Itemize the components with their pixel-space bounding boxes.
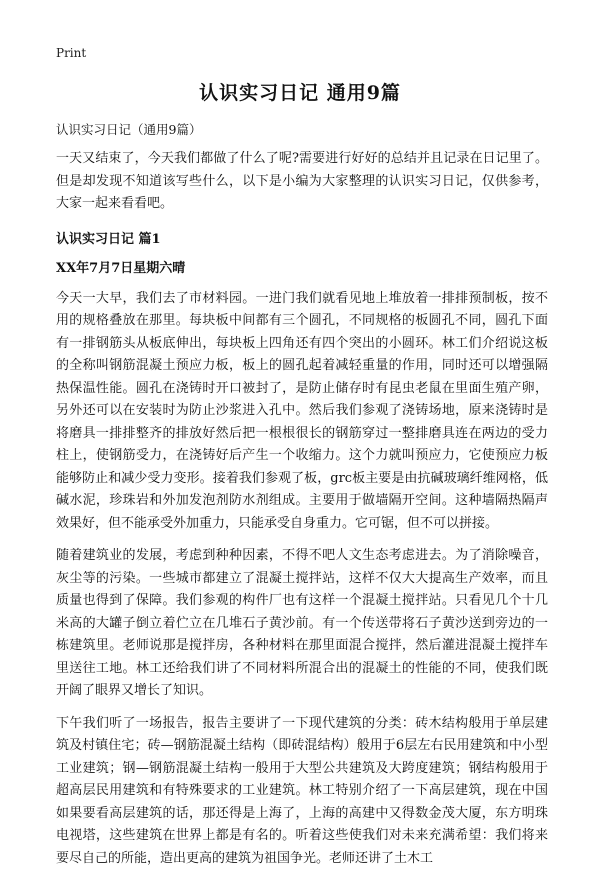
print-link[interactable]: Print xyxy=(56,46,87,60)
section-heading: 认识实习日记 篇1 xyxy=(56,231,161,247)
document-body xyxy=(56,120,548,880)
document-subtitle: 认识实习日记（通用9篇） xyxy=(56,122,202,137)
page-title: 认识实习日记 通用9篇 xyxy=(199,82,401,104)
intro-paragraph: 一天又结束了，今天我们都做了什么了呢?需要进行好好的总结并且记录在日记里了。但是却发现不知道该写些什么，以下是小编为大家整理的认识实习日记，仅供参考，大家一起来看看吧。 xyxy=(56,151,548,211)
body-paragraph: 随着建筑业的发展，考虑到种种因素，不得不吧人文生态考虑进去。为了消除噪音，灰尘等的污染。一些城市都建立了混凝土搅拌站，这样不仅大大提高生产效率，而且质量也得到了保障。我们参观的构件厂也有这样一个混凝土搅拌站。只看见几个十几米高的大罐子倒立着伫立在几堆石子黄沙前。有一个传送带将石子黄沙送到旁边的一栋建筑里。老师说那是搅拌房，各种材料在那里面混合搅拌，然后灌进混凝土搅拌车里送往工地。林工还给我们讲了不同材料所混合出的混凝土的性能的不同，使我们既开阔了眼界又增长了知识。 xyxy=(56,548,548,698)
diary-date: XX年7月7日星期六晴 xyxy=(56,260,186,276)
body-paragraph: 下午我们听了一场报告，报告主要讲了一下现代建筑的分类：砖木结构般用于单层建筑及村镇住宅；砖—钢筋混凝土结构（即砖混结构）般用于6层左右民用建筑和中小型工业建筑；钢—钢筋混凝土结构一般用于大型公共建筑及大跨度建筑；钢结构般用于超高层民用建筑和有特殊要求的工业建筑。林工特别介绍了一下高层建筑，现在中国如果要看高层建筑的话，那还得是上海了，上海的高建中又得数金茂大厦，东方明珠电视塔，这些建筑在世界上都是有名的。听着这些使我们对未来充满希望：我们将来要尽自己的所能，造出更高的建筑为祖国争光。老师还讲了土木工 xyxy=(56,715,548,866)
body-paragraph: 今天一大早，我们去了市材料园。一进门我们就看见地上堆放着一排排预制板，按不用的规格叠放在那里。每块板中间都有三个圆孔，不同规格的板圆孔不同，圆孔下面有一排钢筋头从板底伸出，每块板上四角还有四个突出的小圆环。林工们介绍说这板的全称叫钢筋混凝土预应力板，板上的圆孔起着减轻重量的作用，同时还可以增强隔热保温性能。圆孔在浇铸时开口被封了，是防止储存时有昆虫老鼠在里面生殖产卵，另外还可以在安装时为防止沙浆进入孔中。然后我们参观了浇铸场地，原来浇铸时是将磨具一排排整齐的排放好然后把一根根很长的钢筋穿过一整排磨具连在两边的受力柱上，使钢筋受力，在浇铸好后产生一个收缩力。这个力就叫预应力，它使预应力板能够防止和减少受力变形。接着我们参观了板，grc板主要是由抗碱玻璃纤维网格，低碱水泥，珍珠岩和外加发泡剂防水剂组成。主要用于做墙隔开空间。这种墙隔热隔声效果好，但不能承受外加重力，只能承受自身重力。它可锯，但不可以拼接。 xyxy=(56,290,548,531)
